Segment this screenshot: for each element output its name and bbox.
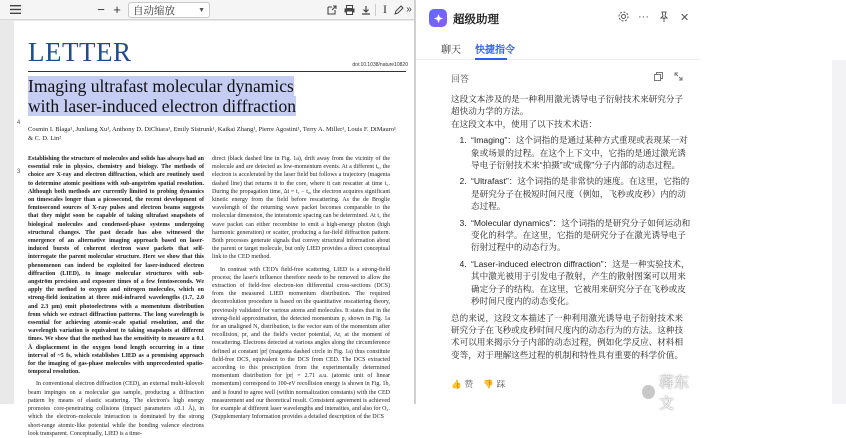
body-text: In contrast with CED's field-free scattering, LIED is a strong-field process; the laser's influence therefore needs to be removed to allow the extraction of field-free electron-ion differential cross-sections (DCS) from the measured LIED momentum distribution. The required deconvolution procedure is based on the quantitative rescattering theory, previously validated for various atoms and molecules. It states that in the strong-field approximation, the detected momentum p, shown in Fig. 1a for an unaligned N₂ distribution, is the vector sum of the momentum after recollision, pr, and the field's vector potential, Ar, at the moment of rescattering. Electrons detected at various angles along the circumference defined at constant |pr| (magenta dashed circle in Fig. 1a) thus constitute field-free DCS, equivalent to the DCS from CED. The DCS extracted according to this prescription from the experimentally determined momentum distribution for |pr| = 2.71 a.u. (atomic unit of linear momentum) correspond to 100-eV recollision energy is shown in Fig. 1b, and is found to agree well (within normalization constants) with the CED measurement and our theoretical result. Consistent agreement is achieved for example at different laser wavelengths and intensities, and also for O₂. (Supplementary Information provides a detailed description of the DCS [212, 266, 390, 421]
pdf-viewer [0, 0, 414, 437]
list-item: 1. “Imaging”：这个词指的是通过某种方式重现或表现某一对象或场景的过程。在这个上下文中，它指的是通过激光诱导电子衍射技术来“拍摄”或“成像”分子内部的动态过程。 [469, 134, 691, 171]
list-item: 2. “Ultrafast”：这个词指的是非常快的速度。在这里，它指的是研究分子在极短时间尺度（例如，飞秒或皮秒）内的动态过程。 [469, 175, 691, 212]
zoom-out-button[interactable]: − [97, 2, 105, 17]
like-label: 赞 [464, 379, 474, 389]
answer-intro: 这段文本涉及的是一种利用激光诱导电子衍射技术来研究分子超快动力学的方法。 [451, 94, 684, 117]
panel-left-gutter [832, 60, 846, 404]
pdf-toolbar [0, 0, 414, 20]
toolbar-divider [375, 4, 376, 16]
dislike-label: 踩 [496, 379, 506, 389]
paper-title[interactable] [28, 76, 318, 116]
text-cursor-icon[interactable]: I [383, 2, 387, 16]
feedback-bar [451, 378, 505, 390]
thumbs-down-icon: 👎 [483, 378, 494, 389]
settings-icon[interactable] [618, 11, 629, 25]
copy-icon[interactable] [654, 72, 663, 83]
like-button[interactable] [451, 378, 473, 390]
pin-icon[interactable] [659, 11, 669, 25]
expand-icon[interactable] [674, 72, 683, 83]
watermark-logo-icon [642, 385, 655, 399]
list-item: 4. “Laser-induced electron diffraction”：这是一种实验技术，其中激光被用于引发电子散射，产生的散射图案可以用来确定分子的结构。在这里，它被用来研究分子在飞秒或皮秒时间尺度内的动态变化。 [469, 258, 691, 308]
answer-body [451, 93, 691, 371]
watermark-text: 蒋东文 [658, 374, 689, 412]
assistant-panel [416, 0, 700, 412]
doi-label: doi:10.1038/nature10820 [352, 62, 408, 68]
body-text: direct (black dashed line in Fig. 1a), drift away from the vicinity of the molecule and are detected as low-momentum events. At a different t₀, the electron is accelerated by the laser field but follows a trajectory (magenta dashed line) that returns it to the core, where it can rescatter at time t₁. During the propagation time, Δt = t₁ − t₀, the electron acquires significant kinetic energy from the field before rescattering. As the de Broglie wavelength of the returning wave packet becomes comparable to the molecular dimension, the interatomic spacing can be determined. At t₁ the wave packet can either recombine to emit a high-energy photon (high harmonic generation) or scatter, producing a far-field diffraction pattern. Both processes generate signals that convey structural information about the parent or target molecule, but only LIED provides a direct conceptual link to the CED method. [212, 156, 390, 261]
dislike-button[interactable] [483, 378, 505, 390]
draw-icon[interactable] [393, 0, 405, 20]
tab-chat[interactable]: 聊天 [441, 45, 461, 56]
left-column [28, 155, 204, 437]
chevron-down-icon: ▼ [198, 6, 205, 14]
pdf-page [0, 21, 414, 437]
more-icon[interactable]: » [406, 4, 412, 15]
panel-title: 超级助理 [453, 14, 499, 26]
list-item: 3. “Molecular dynamics”：这个词指的是研究分子如何运动和变化的科学。在这里，它指的是研究分子在激光诱导电子衍射过程中的动态行为。 [469, 217, 691, 254]
author-list: Cosmin I. Blaga¹, Junliang Xu¹, Anthony D. DiChiara¹, Emily Sistrunk¹, Kaikai Zhang¹, Pierre Agostini¹, Terry A. Miller¹, Louis F. DiMauro¹ & C. D. Lin² [28, 126, 396, 142]
save-icon[interactable] [360, 0, 372, 20]
abstract-text: Establishing the structure of molecules and solids has always had an essential role in physics, chemistry and biology. The methods of choice are X-ray and electron diffraction, which are routinely used to determine atomic positions with sub-angström spatial resolution. Although both methods are currently limited to probing dynamics on timescales longer than a picosecond, the recent development of femtosecond sources of X-ray pulses and electron beams suggests that they might soon be capable of taking ultrafast snapshots of biological molecules and condensed-phase systems undergoing structural changes. The past decade has also witnessed the emergence of an alternative imaging approach based on laser-induced bursts of coherent electron wave packets that self-interrogate the parent molecular structure. Here we show that this phenomenon can indeed be exploited for laser-induced electron diffraction (LIED), to image molecular structures with sub-angström precision and exposure times of a few femtoseconds. We apply the method to oxygen and nitrogen molecules, which on strong-field ionization at three mid-infrared wavelengths (1.7, 2.0 and 2.3 μm) emit photoelectrons with a momentum distribution from which we extract diffraction patterns. The long wavelength is essential for achieving atomic-scale spatial resolution, and the wavelength variation is equivalent to taking snapshots at different times. We show that the method has the sensitivity to measure a 0.1 Å displacement in the oxygen bond length occurring in a time interval of ~5 fs, which establishes LIED as a promising approach for the imaging of gas-phase molecules with unprecedented spatio-temporal resolution. [28, 156, 204, 376]
tab-shortcuts[interactable]: 快捷指令 [475, 45, 515, 56]
more-icon[interactable]: ··· [638, 11, 649, 23]
term-list [451, 134, 691, 307]
close-icon[interactable]: ✕ [680, 12, 690, 24]
panel-header [416, 0, 700, 36]
margin-mark: 4 [17, 120, 21, 126]
letter-heading: LETTER [28, 37, 132, 67]
selected-title-text[interactable]: Imaging ultrafast molecular dynamics with laser-induced electron diffraction [28, 76, 297, 116]
answer-lead: 在这段文本中，使用了以下技术术语： [451, 118, 598, 129]
answer-summary: 总的来说，这段文本描述了一种利用激光诱导电子衍射技术来研究分子在飞秒或皮秒时间尺度内的动态行为的方法。这种技术可以用来揭示分子内部的动态过程，例如化学反应、材料相变等，对于理解这些过程的机制和特性具有重要的科学价值。 [451, 312, 684, 360]
watermark [642, 371, 700, 413]
thumbs-up-icon: 👍 [451, 378, 462, 389]
answer-label: 回答 [451, 74, 470, 84]
zoom-in-button[interactable]: + [113, 2, 121, 17]
menu-icon[interactable] [8, 0, 22, 20]
active-tab-indicator [475, 58, 507, 60]
print-icon[interactable] [343, 0, 355, 20]
open-icon[interactable] [326, 0, 338, 20]
zoom-value: 自动缩放 [133, 4, 175, 17]
pdf-page-content [17, 21, 414, 437]
assistant-logo-icon [429, 9, 447, 27]
panel-tabs [416, 36, 700, 60]
margin-mark: 3 [17, 169, 21, 175]
right-column [212, 155, 390, 421]
body-text: In conventional electron diffraction (CED), an external multi-kilovolt beam impinges on a molecular gas sample, producing a diffraction pattern by means of elastic scattering. The electron's high energy promotes core-penetrating collisions (impact parameters ≤0.1 Å), in which the electron–molecule interaction is dominated by the strong short-range atomic-like potential while the bonding valence electrons look transparent. Conceptually, LIED is a time- [28, 381, 204, 437]
zoom-select[interactable] [128, 2, 210, 18]
heading-rule [28, 71, 406, 72]
